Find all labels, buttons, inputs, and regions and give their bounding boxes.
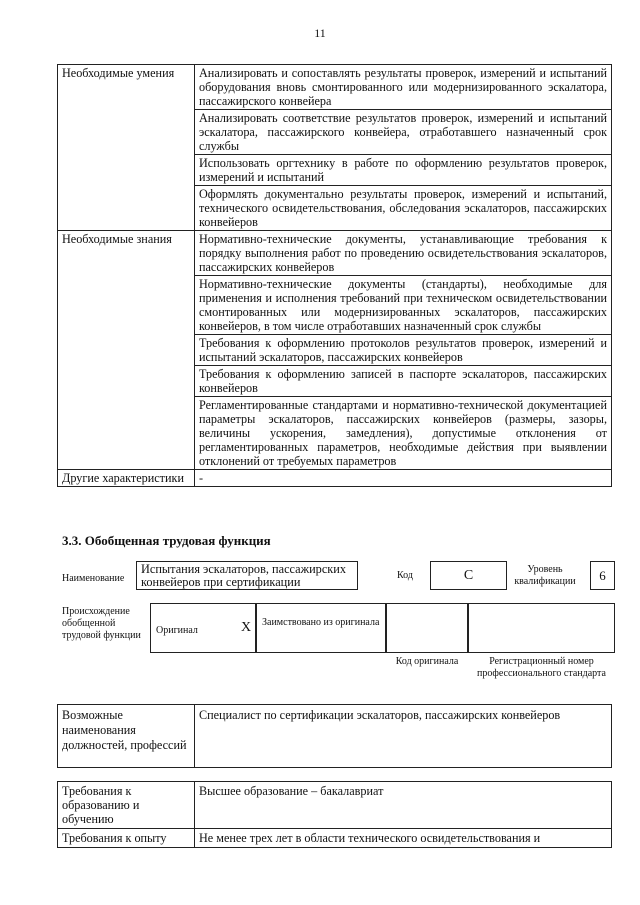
table-row bbox=[58, 782, 612, 829]
positions-value: Специалист по сертификации эскалаторов, пассажирских конвейеров bbox=[195, 705, 612, 768]
requirement-label: Требования к опыту bbox=[58, 829, 195, 848]
reg-number-label: Регистрационный номер профессионального стандарта bbox=[477, 656, 606, 679]
table-cell: Регламентированные стандартами и нормативно-технической документацией параметры эскалаторов, пассажирских конвейеров (размеры, зазоры, величины ускорения, замедления), допустимые отклонения от регламентированных параметров, необходимые действия при выявлении отклонений от требуемых параметров bbox=[195, 397, 612, 470]
original-mark: X bbox=[241, 620, 252, 635]
name-label: Наименование bbox=[62, 573, 125, 584]
table-cell: Оформлять документально результаты проверок, измерений и испытаний, технического освидетельствования, обследования эскалаторов, пассажирских конвейеров bbox=[195, 186, 612, 231]
code-value: C bbox=[430, 561, 507, 590]
table-row bbox=[58, 829, 612, 848]
code-original-cell bbox=[386, 603, 468, 653]
row-label: Необходимые знания bbox=[58, 231, 195, 470]
original-label: Оригинал bbox=[156, 625, 198, 636]
borrowed-label: Заимствовано из оригинала bbox=[262, 617, 380, 628]
page-number: 11 bbox=[314, 26, 326, 40]
code-original-label: Код оригинала bbox=[395, 656, 459, 667]
requirements-table bbox=[57, 781, 612, 848]
reg-number-cell bbox=[468, 603, 615, 653]
table-cell: - bbox=[195, 470, 612, 487]
requirement-value: Не менее трех лет в области технического освидетельствования и bbox=[195, 829, 612, 848]
table-cell: Нормативно-технические документы, устанавливающие требования к порядку выполнения работ по проведению освидетельствования эскалаторов, пассажирских конвейеров bbox=[195, 231, 612, 276]
table-row bbox=[58, 231, 612, 276]
skills-knowledge-table bbox=[57, 64, 612, 487]
table-row bbox=[58, 705, 612, 768]
table-row bbox=[58, 65, 612, 110]
positions-label: Возможные наименования должностей, профессий bbox=[58, 705, 195, 768]
level-value: 6 bbox=[590, 561, 615, 590]
origin-label: Происхождение обобщенной трудовой функции bbox=[62, 606, 141, 641]
table-cell: Анализировать соответствие результатов проверок, измерений и испытаний эскалатора, пассажирского конвейера, отработавшего назначенный срок службы bbox=[195, 110, 612, 155]
code-label: Код bbox=[397, 570, 413, 581]
table-cell: Использовать оргтехнику в работе по оформлению результатов проверок, измерений и испытаний bbox=[195, 155, 612, 186]
table-cell: Анализировать и сопоставлять результаты проверок, измерений и испытаний оборудования вновь смонтированного или модернизированного эскалатора, пассажирского конвейера bbox=[195, 65, 612, 110]
row-label: Необходимые умения bbox=[58, 65, 195, 231]
table-cell: Нормативно-технические документы (стандарты), необходимые для применения и исполнения требований при техническом освидетельствовании смонтированных или модернизированных эскалаторов, пассажирских конвейеров, в том числе отработавших назначенный срок службы bbox=[195, 276, 612, 335]
table-cell: Требования к оформлению записей в паспорте эскалаторов, пассажирских конвейеров bbox=[195, 366, 612, 397]
positions-table bbox=[57, 704, 612, 768]
row-label: Другие характеристики bbox=[58, 470, 195, 487]
level-label: Уровень квалификации bbox=[514, 564, 576, 587]
section-title: 3.3. Обобщенная трудовая функция bbox=[62, 533, 271, 548]
requirement-label: Требования к образованию и обучению bbox=[58, 782, 195, 829]
table-row bbox=[58, 470, 612, 487]
name-value: Испытания эскалаторов, пассажирских конвейеров при сертификации bbox=[136, 561, 358, 590]
table-cell: Требования к оформлению протоколов результатов проверок, измерений и испытаний эскалаторов, пассажирских конвейеров bbox=[195, 335, 612, 366]
requirement-value: Высшее образование – бакалавриат bbox=[195, 782, 612, 829]
